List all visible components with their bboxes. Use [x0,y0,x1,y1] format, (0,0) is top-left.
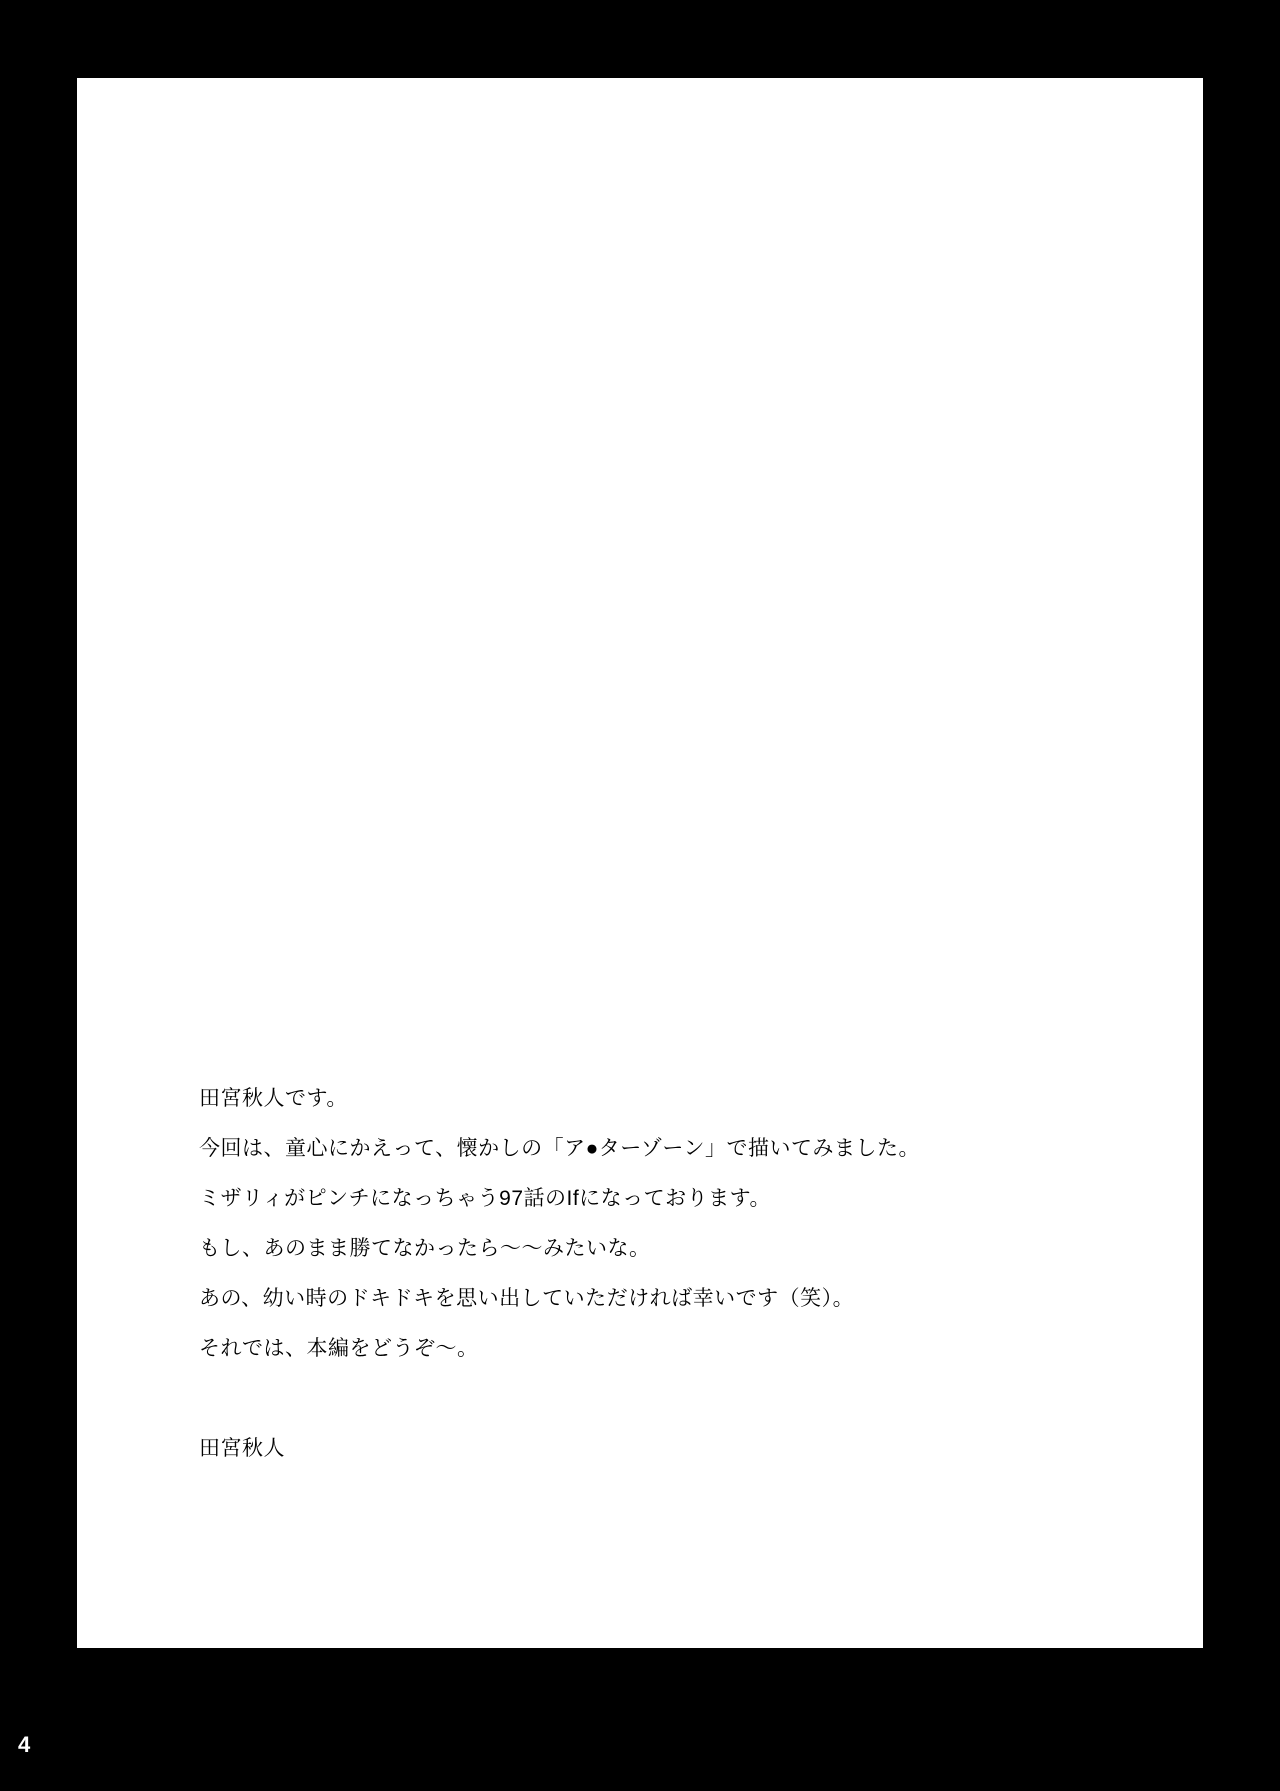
page-number: 4 [18,1732,31,1757]
afterword-line: それでは、本編をどうぞ〜。 [199,1337,479,1360]
afterword-line: もし、あのまま勝てなかったら〜〜みたいな。 [199,1237,651,1260]
document-page [77,78,1203,1648]
afterword-line: 今回は、童心にかえって、懐かしの「ア●ターゾーン」で描いてみました。 [199,1137,921,1160]
afterword-line: ミザリィがピンチになっちゃう97話のIfになっております。 [199,1187,772,1210]
afterword-line: あの、幼い時のドキドキを思い出していただければ幸いです（笑）。 [199,1287,855,1310]
afterword-signature: 田宮秋人 [199,1437,285,1460]
afterword-line: 田宮秋人です。 [199,1087,348,1110]
afterword-text-block [199,1088,1099,1459]
afterword-spacer [199,1388,1099,1409]
